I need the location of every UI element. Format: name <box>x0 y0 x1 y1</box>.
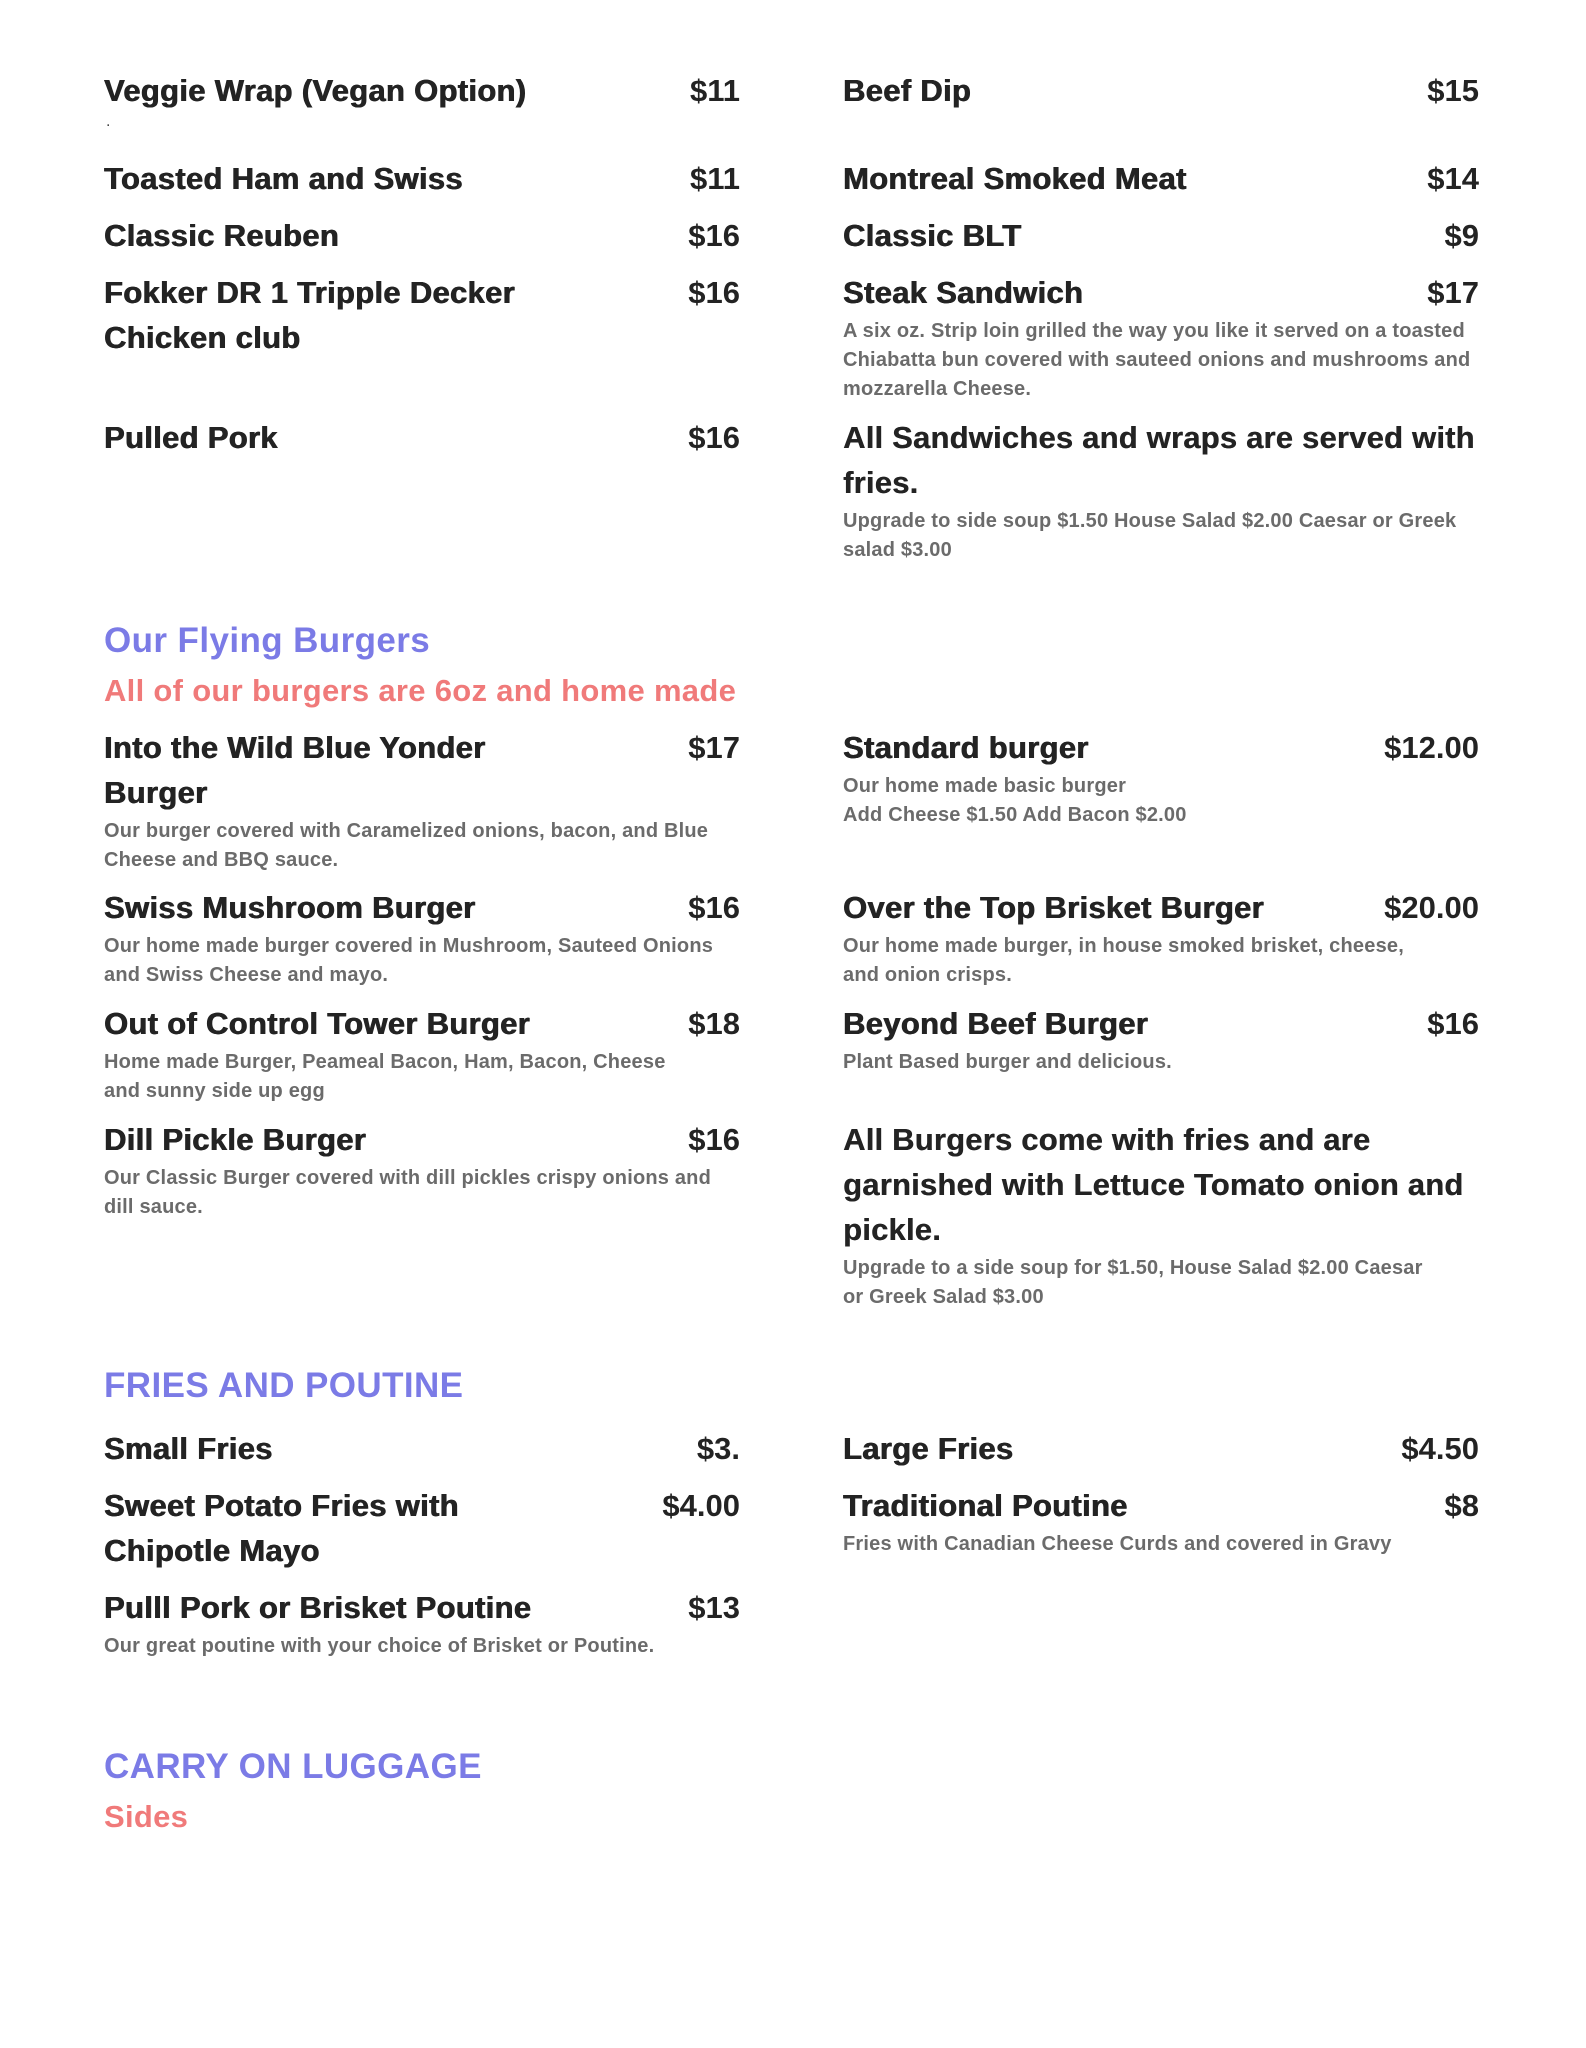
note-desc: Upgrade to side soup $1.50 House Salad $2.00 Caesar or Greek salad $3.00 <box>843 510 1457 561</box>
menu-item <box>104 885 740 990</box>
item-name: Steak Sandwich <box>843 275 1084 310</box>
item-price: $16 <box>688 275 740 310</box>
note-title: All Burgers come with fries and are garnished with Lettuce Tomato onion and pickle. <box>843 1122 1464 1247</box>
item-desc: Our home made burger, in house smoked brisket, cheese, and onion crisps. <box>843 935 1404 986</box>
item-name: Into the Wild Blue Yonder Burger <box>104 730 486 810</box>
item-name: Classic Reuben <box>104 218 340 253</box>
item-price: $12.00 <box>1384 730 1479 765</box>
item-desc: Fries with Canadian Cheese Curds and covered in Gravy <box>843 1533 1392 1555</box>
menu-item <box>104 1483 740 1573</box>
item-price: $17 <box>1427 275 1479 310</box>
item-name: Beyond Beef Burger <box>843 1006 1149 1041</box>
item-desc: . <box>106 113 111 130</box>
sandwich-note <box>843 415 1479 565</box>
fries-heading: FRIES AND POUTINE <box>104 1366 464 1405</box>
menu-item <box>843 1426 1479 1471</box>
menu-item <box>843 885 1479 990</box>
item-desc: Our home made burger covered in Mushroom, Sauteed Onions and Swiss Cheese and mayo. <box>104 935 714 986</box>
item-price: $16 <box>688 1122 740 1157</box>
item-name: Sweet Potato Fries with Chipotle Mayo <box>104 1488 459 1568</box>
carry-on-subheading: Sides <box>104 1799 189 1834</box>
menu-item <box>843 156 1479 201</box>
item-price: $8 <box>1444 1488 1479 1523</box>
item-price: $4.00 <box>662 1488 740 1523</box>
item-desc: Our great poutine with your choice of Brisket or Poutine. <box>104 1635 655 1657</box>
item-price: $3. <box>696 1431 740 1466</box>
item-name: Over the Top Brisket Burger <box>843 890 1264 925</box>
item-price: $16 <box>688 890 740 925</box>
item-desc: Our burger covered with Caramelized onions, bacon, and Blue Cheese and BBQ sauce. <box>104 820 709 871</box>
menu-item <box>104 725 740 875</box>
item-desc: A six oz. Strip loin grilled the way you like it served on a toasted Chiabatta bun covered with sauteed onions and mushrooms and mozzarella Cheese. <box>843 320 1471 400</box>
item-desc-addons: Add Cheese $1.50 Add Bacon $2.00 <box>843 804 1187 826</box>
item-name: Standard burger <box>843 730 1089 765</box>
menu-item <box>843 213 1479 258</box>
item-price: $16 <box>688 218 740 253</box>
item-price: $17 <box>688 730 740 765</box>
item-desc: Plant Based burger and delicious. <box>843 1051 1172 1073</box>
item-price: $11 <box>689 73 740 108</box>
menu-item <box>104 213 740 258</box>
menu-item <box>104 270 740 360</box>
item-price: $4.50 <box>1401 1431 1479 1466</box>
item-price: $18 <box>688 1006 740 1041</box>
menu-item <box>104 1426 740 1471</box>
item-name: Swiss Mushroom Burger <box>104 890 476 925</box>
item-name: Pulll Pork or Brisket Poutine <box>104 1590 532 1625</box>
item-desc: Our Classic Burger covered with dill pickles crispy onions and dill sauce. <box>104 1167 712 1218</box>
item-name: Toasted Ham and Swiss <box>104 161 463 196</box>
menu-item <box>843 270 1479 404</box>
item-name: Out of Control Tower Burger <box>104 1006 530 1041</box>
burger-note <box>843 1117 1479 1312</box>
item-price: $9 <box>1444 218 1479 253</box>
note-desc: Upgrade to a side soup for $1.50, House Salad $2.00 Caesar or Greek Salad $3.00 <box>843 1257 1423 1308</box>
menu-item <box>843 725 1479 830</box>
item-desc: Our home made basic burger <box>843 775 1127 797</box>
menu-item <box>104 156 740 201</box>
item-desc: Home made Burger, Peameal Bacon, Ham, Bacon, Cheese and sunny side up egg <box>104 1051 666 1102</box>
item-name: Traditional Poutine <box>843 1488 1128 1523</box>
item-name: Veggie Wrap (Vegan Option) <box>104 73 527 108</box>
menu-item <box>104 415 740 460</box>
item-price: $16 <box>688 420 740 455</box>
item-price: $11 <box>689 161 740 196</box>
menu-item <box>843 68 1479 113</box>
menu-item <box>104 1117 740 1222</box>
item-name: Small Fries <box>104 1431 273 1466</box>
note-title: All Sandwiches and wraps are served with fries. <box>843 420 1475 500</box>
menu-item <box>843 1001 1479 1077</box>
item-price: $15 <box>1427 73 1479 108</box>
item-name: Montreal Smoked Meat <box>843 161 1187 196</box>
menu-item <box>104 1585 740 1661</box>
carry-on-heading: CARRY ON LUGGAGE <box>104 1747 482 1786</box>
item-name: Large Fries <box>843 1431 1014 1466</box>
item-name: Pulled Pork <box>104 420 278 455</box>
menu-item <box>104 1001 740 1106</box>
item-price: $20.00 <box>1384 890 1479 925</box>
item-price: $14 <box>1427 161 1479 196</box>
item-name: Dill Pickle Burger <box>104 1122 367 1157</box>
menu-item <box>104 68 740 131</box>
item-name: Classic BLT <box>843 218 1022 253</box>
item-price: $16 <box>1427 1006 1479 1041</box>
burgers-subheading: All of our burgers are 6oz and home made <box>104 673 737 708</box>
item-name: Fokker DR 1 Tripple Decker Chicken club <box>104 275 515 355</box>
burgers-heading: Our Flying Burgers <box>104 621 431 660</box>
menu-item <box>843 1483 1479 1559</box>
item-price: $13 <box>688 1590 740 1625</box>
item-name: Beef Dip <box>843 73 972 108</box>
